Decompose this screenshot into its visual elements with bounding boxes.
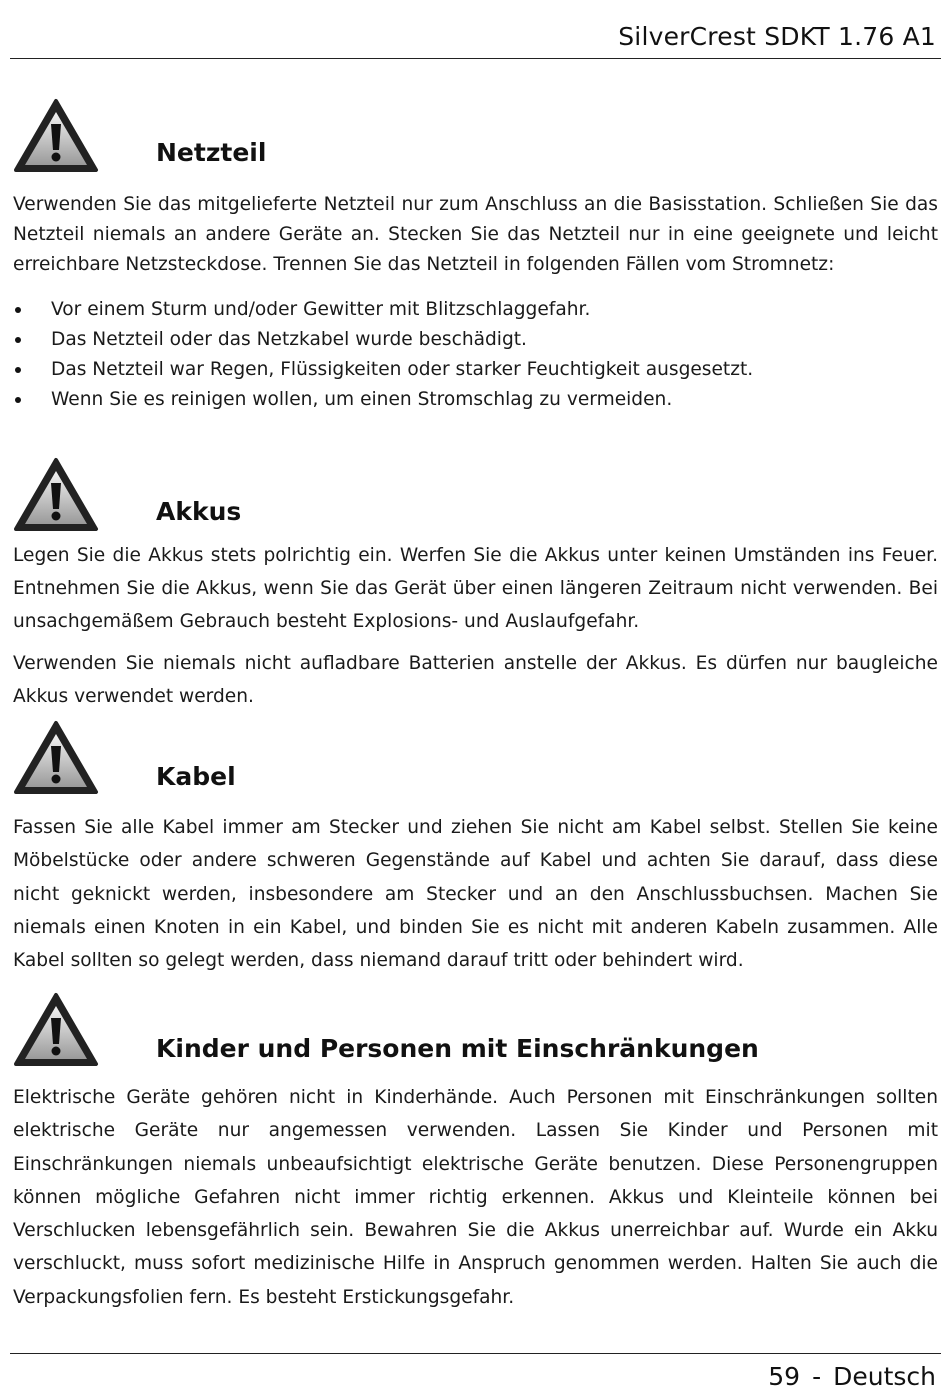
footer-language: Deutsch [833, 1362, 936, 1391]
section-paragraph: Fassen Sie alle Kabel immer am Stecker und ziehen Sie nicht am Kabel selbst. Stellen Sie keine Möbelstücke oder andere schweren Gegenstände auf Kabel und achten Sie darauf, dass diese nicht geknickt werden, insbesondere am Stecker und an den Anschlussbuchsen. Machen Sie niemals einen Knoten in ein Kabel, und binden Sie es nicht mit anderen Kabeln zusammen. Alle Kabel sollten so gelegt werden, dass niemand darauf tritt oder behindert wird. [13, 817, 938, 972]
section-heading: Kinder und Personen mit Einschränkungen [156, 1034, 759, 1063]
list-item: Wenn Sie es reinigen wollen, um einen Stromschlag zu vermeiden. [13, 385, 938, 415]
section-heading: Akkus [156, 497, 242, 526]
bullet-icon [15, 307, 21, 313]
warning-triangle-icon [13, 98, 99, 174]
section-heading: Netzteil [156, 138, 267, 167]
bullet-list [13, 295, 938, 415]
footer-separator: - [812, 1362, 822, 1391]
section-paragraph: Legen Sie die Akkus stets polrichtig ein. Werfen Sie die Akkus unter keinen Umständen ins Feuer. Entnehmen Sie die Akkus, wenn Sie das Gerät über einen längeren Zeitraum nicht verwenden. Bei unsachgemäßem Gebrauch besteht Explosions- und Auslaufgefahr. [13, 545, 938, 632]
section-paragraph: Verwenden Sie niemals nicht aufladbare Batterien anstelle der Akkus. Es dürfen nur baugleiche Akkus verwendet werden. [13, 653, 938, 707]
list-item: Das Netzteil oder das Netzkabel wurde beschädigt. [13, 325, 938, 355]
header-divider [10, 58, 941, 59]
bullet-icon [15, 397, 21, 403]
page-number: 59 [768, 1362, 801, 1391]
page-footer [768, 1362, 936, 1391]
bullet-icon [15, 367, 21, 373]
warning-triangle-icon [13, 457, 99, 533]
document-header-title: SilverCrest SDKT 1.76 A1 [618, 22, 936, 51]
section-paragraph: Elektrische Geräte gehören nicht in Kinderhände. Auch Personen mit Einschränkungen sollten elektrische Geräte nur angemessen verwenden. Lassen Sie Kinder und Personen mit Einschränkungen niemals unbeaufsichtigt elektrische Geräte benutzen. Diese Personengruppen können mögliche Gefahren nicht immer richtig erkennen. Akkus und Kleinteile können bei Verschlucken lebensgefährlich sein. Bewahren Sie die Akkus unerreichbar auf. Wurde ein Akku verschluckt, muss sofort medizinische Hilfe in Anspruch genommen werden. Halten Sie auch die Verpackungsfolien fern. Es besteht Erstickungsgefahr. [13, 1087, 938, 1308]
section-paragraph: Verwenden Sie das mitgelieferte Netzteil nur zum Anschluss an die Basisstation. Schließen Sie das Netzteil niemals an andere Geräte an. Stecken Sie das Netzteil nur in eine geeignete und leicht erreichbare Netzsteckdose. Trennen Sie das Netzteil in folgenden Fällen vom Stromnetz: [13, 194, 938, 275]
list-item: Das Netzteil war Regen, Flüssigkeiten oder starker Feuchtigkeit ausgesetzt. [13, 355, 938, 385]
section-heading: Kabel [156, 762, 236, 791]
footer-divider [10, 1353, 941, 1354]
warning-triangle-icon [13, 992, 99, 1068]
warning-triangle-icon [13, 720, 99, 796]
list-item: Vor einem Sturm und/oder Gewitter mit Blitzschlaggefahr. [13, 295, 938, 325]
bullet-icon [15, 337, 21, 343]
